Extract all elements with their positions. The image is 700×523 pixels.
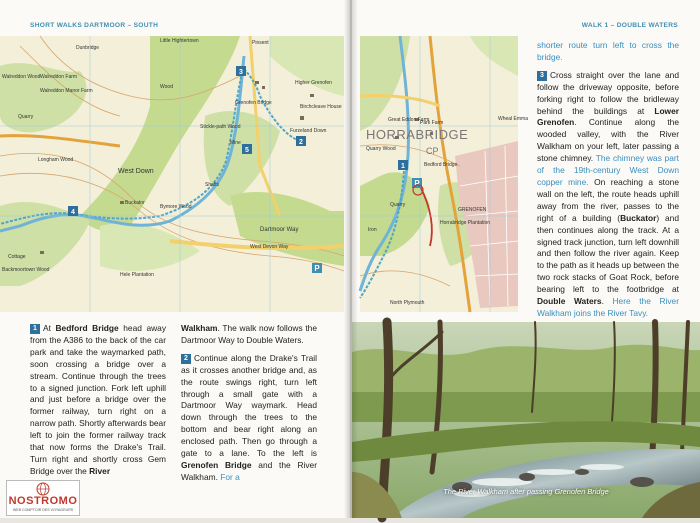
map-left-label: Bymore Wood <box>160 204 192 210</box>
map-right-label: Park Farm <box>420 120 444 126</box>
step-badge: 1 <box>30 324 40 334</box>
map-right <box>360 36 529 312</box>
map-right-label: Great Eddon Farm <box>388 117 430 123</box>
map-right-label: North Plymouth <box>390 300 425 306</box>
map-left-label: Pinsent <box>252 40 269 46</box>
map-left-label: Mine <box>230 140 241 146</box>
map-right-label: Quarry Wood <box>366 146 396 152</box>
map-right-label: Iron <box>368 227 377 233</box>
place-buckator: Buckator <box>620 212 657 223</box>
map-right-marker: 1 <box>401 163 405 170</box>
map-left-label: Grenofen Bridge <box>235 100 272 106</box>
globe-icon <box>7 481 79 495</box>
nostromo-logo <box>6 480 80 516</box>
map-left-label: Walreddon Farm <box>40 74 78 80</box>
logo-word: NOSTROMO <box>8 495 78 507</box>
map-left-label: Quarry <box>18 114 34 120</box>
map-left-parking: P <box>314 264 320 273</box>
map-right-graphic <box>360 36 529 312</box>
map-right-label: GRENOFEN <box>458 207 487 213</box>
river-photo <box>352 322 700 518</box>
map-left-label: Shafts <box>205 182 220 188</box>
map-left-label: Cottage <box>8 254 26 260</box>
map-left-label: Wood <box>160 84 173 90</box>
map-left-marker: 3 <box>239 69 243 76</box>
running-header-left: SHORT WALKS DARTMOOR – SOUTH <box>30 22 159 29</box>
map-left-label: West Down <box>118 168 154 175</box>
map-left-label: Higher Grenofen <box>295 80 332 86</box>
map-right-label: HORRABRIDGE <box>366 127 469 142</box>
map-left-marker: 2 <box>299 139 303 146</box>
map-right-label: CP <box>426 146 439 156</box>
map-right-label: Bedford Bridge <box>424 162 458 168</box>
map-left-label: Backmoortown Wood <box>2 267 50 273</box>
paragraph-step-2: 2 Continue along the Drake's Trail as it crosses another bridge and, as the route swings right, turn left through a small gate with a Dartmoor Way waymark. Head down through the trees to the bottom and bear right along an enclosed path. Then go through a gate to a lane. To the left is Grenofen Bridge and the River Walkham. For a <box>181 352 318 482</box>
map-right-parking: P <box>414 179 420 188</box>
map-left-label: Buckator <box>125 200 145 206</box>
map-left-label: West Devon Way <box>250 244 289 250</box>
running-header-right: WALK 1 – DOUBLE WATERS <box>581 22 678 29</box>
shorter-route-note: shorter route turn left to cross the bridge. <box>537 40 679 62</box>
text-column-2 <box>181 323 317 490</box>
place-bedford-bridge: Bedford Bridge <box>55 323 119 333</box>
step-badge: 3 <box>537 71 547 81</box>
map-left-label: Dartmoor Way <box>260 227 299 233</box>
map-left-label: Furzeland Down <box>290 128 327 134</box>
photo-caption: The River Walkham after passing Grenofen Bridge <box>443 487 609 496</box>
logo-subtitle: WEB COMPTOIR DES VOYAGEURS <box>12 508 74 512</box>
paragraph-step-3: 3 Cross straight over the lane and follow the driveway opposite, before forking right to follow the bridleway behind the buildings at Lower Grenofen. Continue along the wooded valley, with the River Walkham on your left, later passing a stone chimney. The chimney was part of the 19th-century West Down copper mine. On reaching a stone wall on the left, the route heads uphill away from the river, passes to the right of a building (Buckator) and then continues along the track. At a signed track junction, turn left downhill and then follow the river again. Keep to the path as it heads up between the two rock stacks of Goat Rock, before bearing left to the footbridge at Double Waters. Here the River Walkham joins the River Tavy. <box>537 69 680 318</box>
map-left-label: Longham Wood <box>38 157 74 163</box>
place-lower-grenofen: Lower Grenofen <box>537 105 679 128</box>
text-column-1 <box>30 323 166 484</box>
map-left-label: Dunbridge <box>76 45 100 51</box>
paragraph-step-1: 1 At Bedford Bridge head away from the A386 to the back of the car park and take the waymarked path, soon crossing a bridge over a stream. Continue through the trees to a signed junction. Fork left uphill and just before a bridge over the former railway, turn right on a narrow path. Shortly afterwards bear left to join the former railway track that now forms the Drake's Trail. Turn right and shortly cross Gem Bridge over the River <box>30 323 167 476</box>
map-left <box>0 36 344 312</box>
map-left-marker: 4 <box>71 209 75 216</box>
map-left-label: Little Hightertown <box>160 38 199 44</box>
step-badge: 2 <box>181 354 191 364</box>
map-left-label: Stickle-path Wood <box>200 124 241 130</box>
map-left-label: Walreddon Manor Farm <box>40 88 93 94</box>
paragraph-step-1-cont: Walkham. The walk now follows the Dartmoor Way to Double Waters. <box>181 323 317 345</box>
map-right-label: Horrabridge Plantation <box>440 220 491 226</box>
left-page <box>0 0 350 518</box>
place-grenofen-bridge: Grenofen Bridge <box>181 459 252 470</box>
map-right-label: Quarry <box>390 202 406 208</box>
map-left-label: Walreddon Wood <box>2 74 41 80</box>
map-right-label: Wheal Emma <box>498 116 529 122</box>
place-double-waters: Double Waters <box>537 296 602 307</box>
map-left-marker: 5 <box>245 147 249 154</box>
map-left-graphic <box>0 36 344 312</box>
map-left-label: Birchcleave House <box>300 104 342 110</box>
text-column-3 <box>537 40 679 326</box>
map-left-label: Hele Plantation <box>120 272 154 278</box>
right-page <box>352 0 700 518</box>
